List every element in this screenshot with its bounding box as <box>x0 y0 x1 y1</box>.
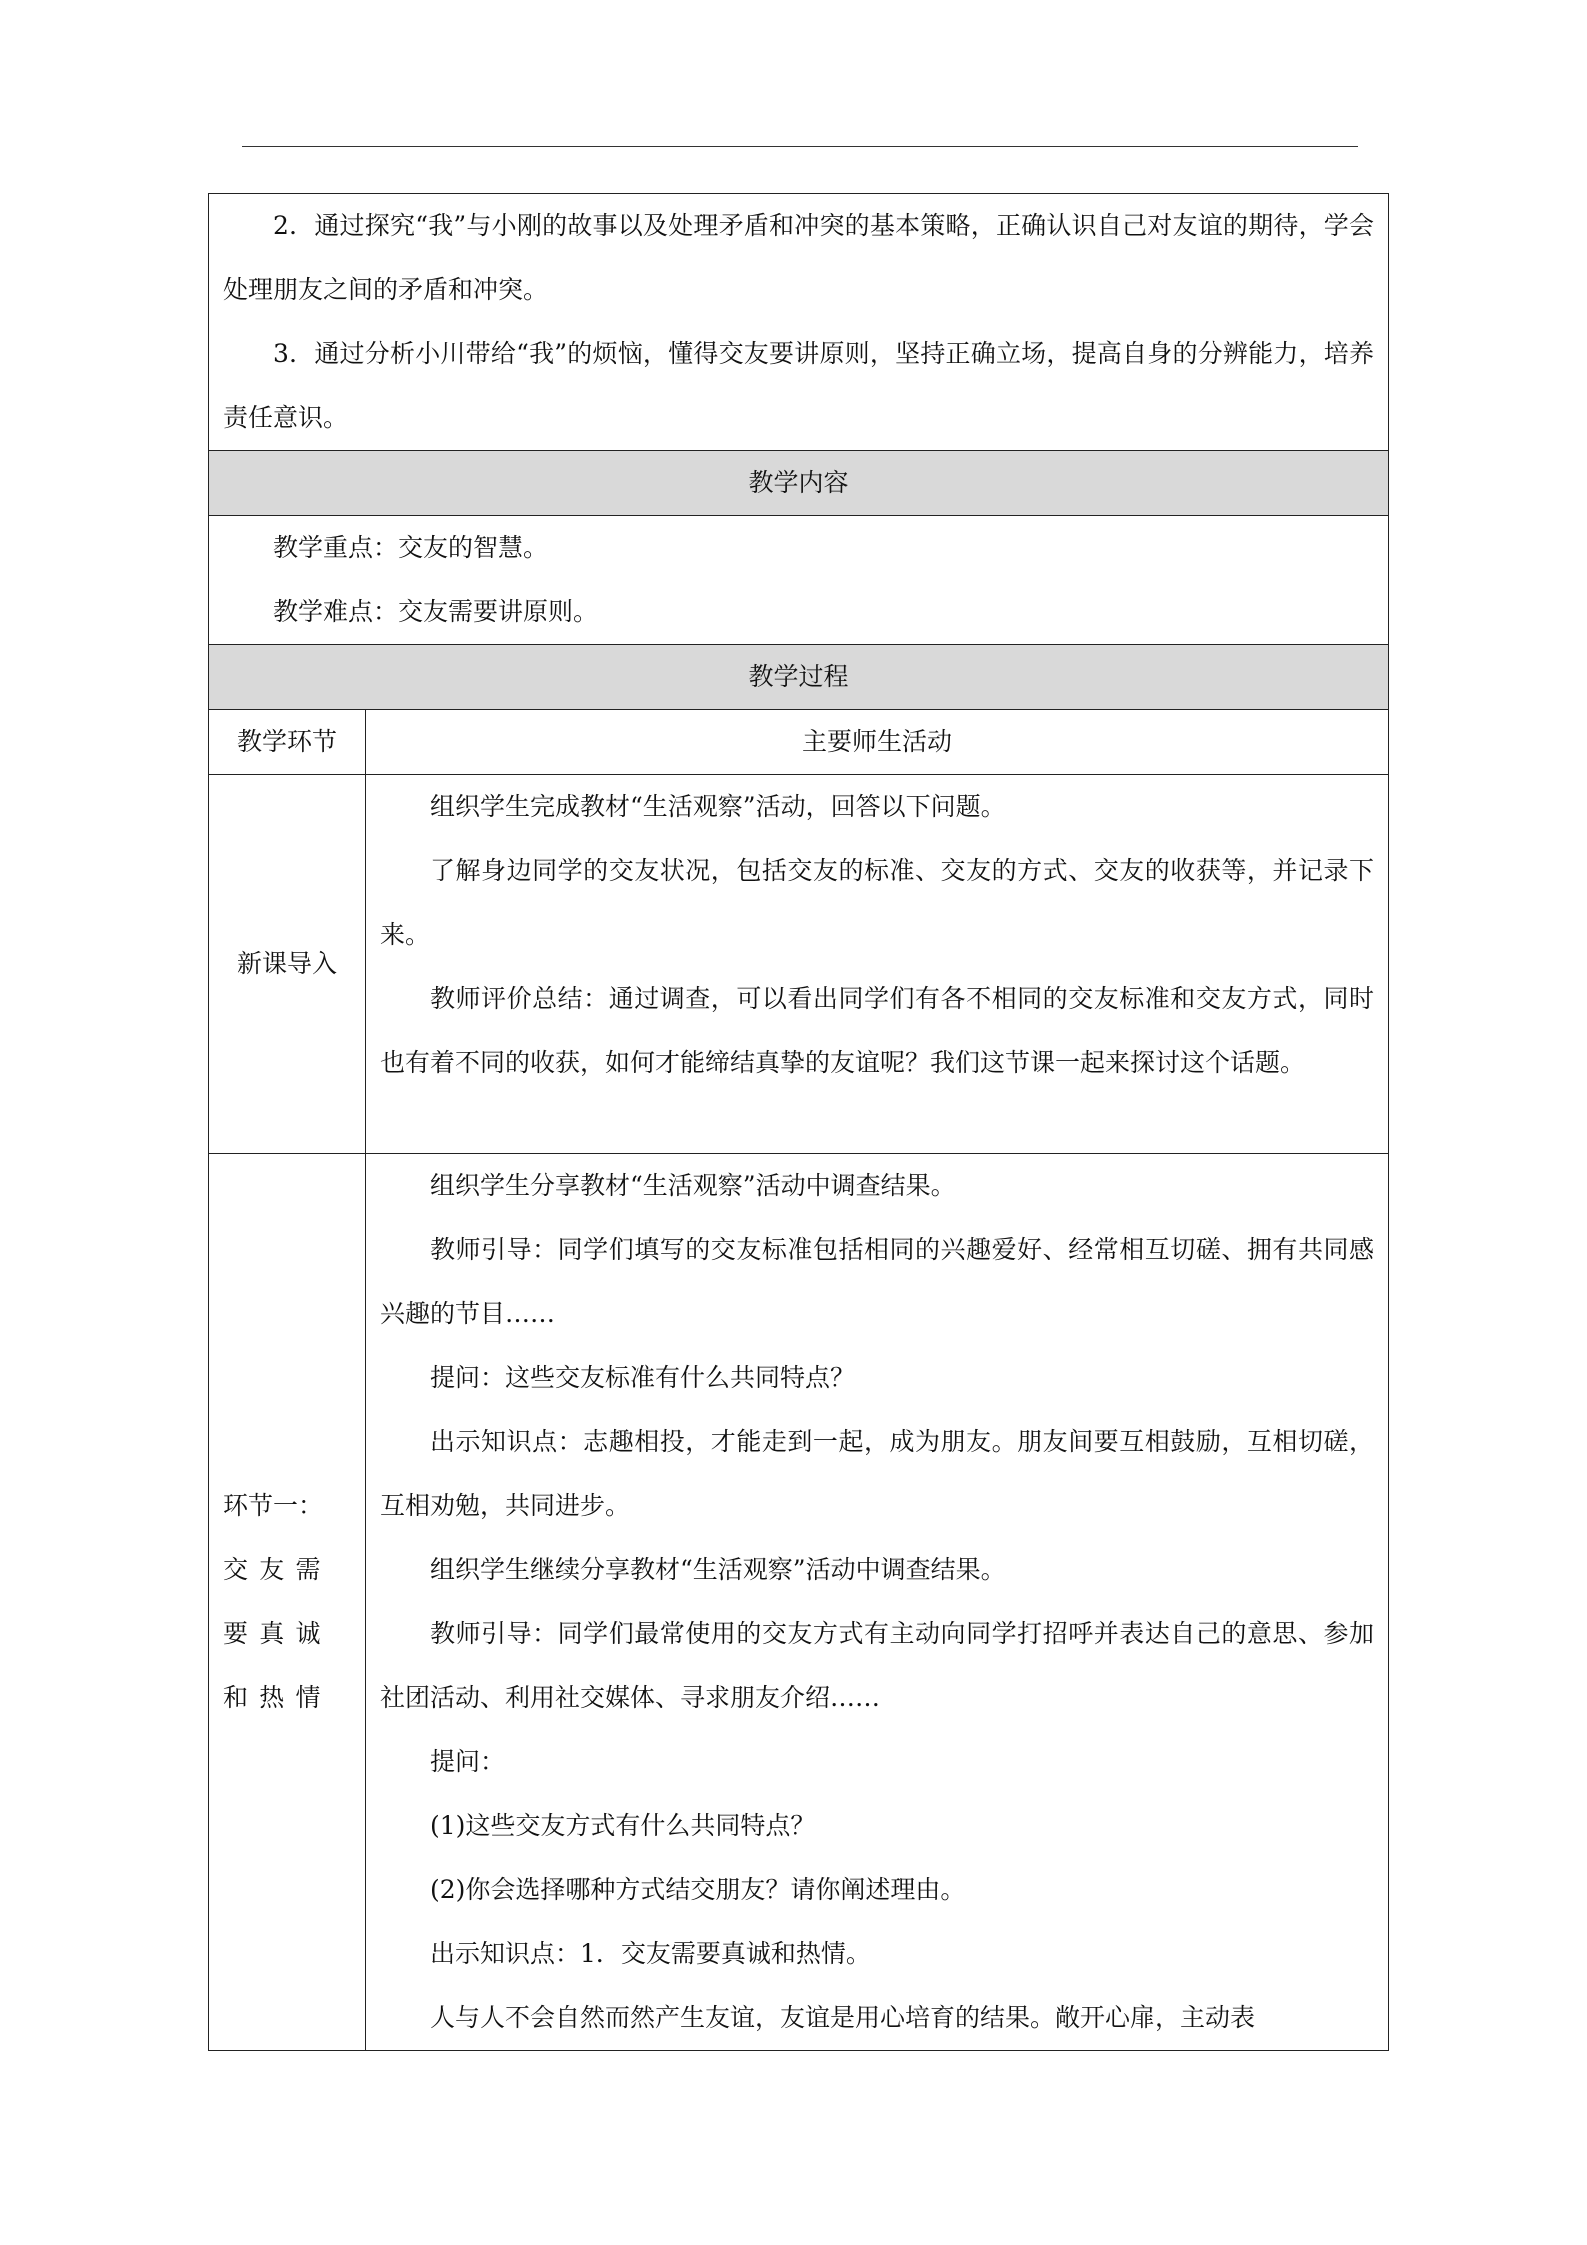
activity-paragraph: (1)这些交友方式有什么共同特点？ <box>430 1811 816 1840</box>
col-stage-header: 教学环节 <box>209 710 366 775</box>
activity-paragraph: 人与人不会自然而然产生友谊，友谊是用心培育的结果。敞开心扉，主动表 <box>430 2003 1256 2032</box>
stage-activities-intro <box>366 775 1389 1154</box>
stage-name-one <box>209 1154 366 2051</box>
stage-row-one <box>209 1154 1389 2051</box>
objectives-row <box>209 194 1389 451</box>
intro-paragraph: 了解身边同学的交友状况，包括交友的标准、交友的方式、交友的收获等，并记录下来。 <box>380 856 1375 949</box>
activity-paragraph: 提问：这些交友标准有什么共同特点？ <box>430 1363 856 1392</box>
stage-label: 环节一： <box>223 1491 324 1520</box>
activity-paragraph: 出示知识点：志趣相投，才能走到一起，成为朋友。朋友间要互相鼓励，互相切磋，互相劝勉，共同进步。 <box>380 1427 1375 1520</box>
key-point: 教学重点：交友的智慧。 <box>273 533 549 562</box>
lesson-plan-table <box>208 193 1389 2051</box>
activity-paragraph: (2)你会选择哪种方式结交朋友？请你阐述理由。 <box>430 1875 966 1904</box>
activity-paragraph: 组织学生分享教材“生活观察”活动中调查结果。 <box>430 1171 956 1200</box>
stage-name-intro: 新课导入 <box>209 775 366 1154</box>
stage-title: 交友需要真诚和热情 <box>223 1555 332 1712</box>
stage-activities-one <box>366 1154 1389 2051</box>
activity-paragraph: 教师引导：同学们填写的交友标准包括相同的兴趣爱好、经常相互切磋、拥有共同感兴趣的节目…… <box>380 1235 1375 1328</box>
content-header-row <box>209 451 1389 516</box>
col-activity-header: 主要师生活动 <box>366 710 1389 775</box>
column-header-row <box>209 710 1389 775</box>
stage-row-intro <box>209 775 1389 1154</box>
objective-2: 2．通过探究“我”与小刚的故事以及处理矛盾和冲突的基本策略，正确认识自己对友谊的期待，学会处理朋友之间的矛盾和冲突。 <box>223 211 1375 304</box>
activity-paragraph: 出示知识点：1．交友需要真诚和热情。 <box>430 1939 871 1968</box>
objectives-cell <box>209 194 1389 451</box>
process-section-title: 教学过程 <box>209 645 1389 710</box>
activity-paragraph: 组织学生继续分享教材“生活观察”活动中调查结果。 <box>430 1555 1006 1584</box>
content-cell <box>209 516 1389 645</box>
process-header-row <box>209 645 1389 710</box>
activity-paragraph: 提问： <box>430 1747 506 1776</box>
header-rule <box>242 146 1358 147</box>
intro-paragraph: 组织学生完成教材“生活观察”活动，回答以下问题。 <box>430 792 1006 821</box>
content-section-title: 教学内容 <box>209 451 1389 516</box>
content-row <box>209 516 1389 645</box>
activity-paragraph: 教师引导：同学们最常使用的交友方式有主动向同学打招呼并表达自己的意思、参加社团活动、利用社交媒体、寻求朋友介绍…… <box>380 1619 1375 1712</box>
difficult-point: 教学难点：交友需要讲原则。 <box>273 597 599 626</box>
intro-paragraph: 教师评价总结：通过调查，可以看出同学们有各不相同的交友标准和交友方式，同时也有着不同的收获，如何才能缔结真挚的友谊呢？我们这节课一起来探讨这个话题。 <box>380 984 1375 1077</box>
objective-3: 3．通过分析小川带给“我”的烦恼，懂得交友要讲原则，坚持正确立场，提高自身的分辨能力，培养责任意识。 <box>223 339 1375 432</box>
